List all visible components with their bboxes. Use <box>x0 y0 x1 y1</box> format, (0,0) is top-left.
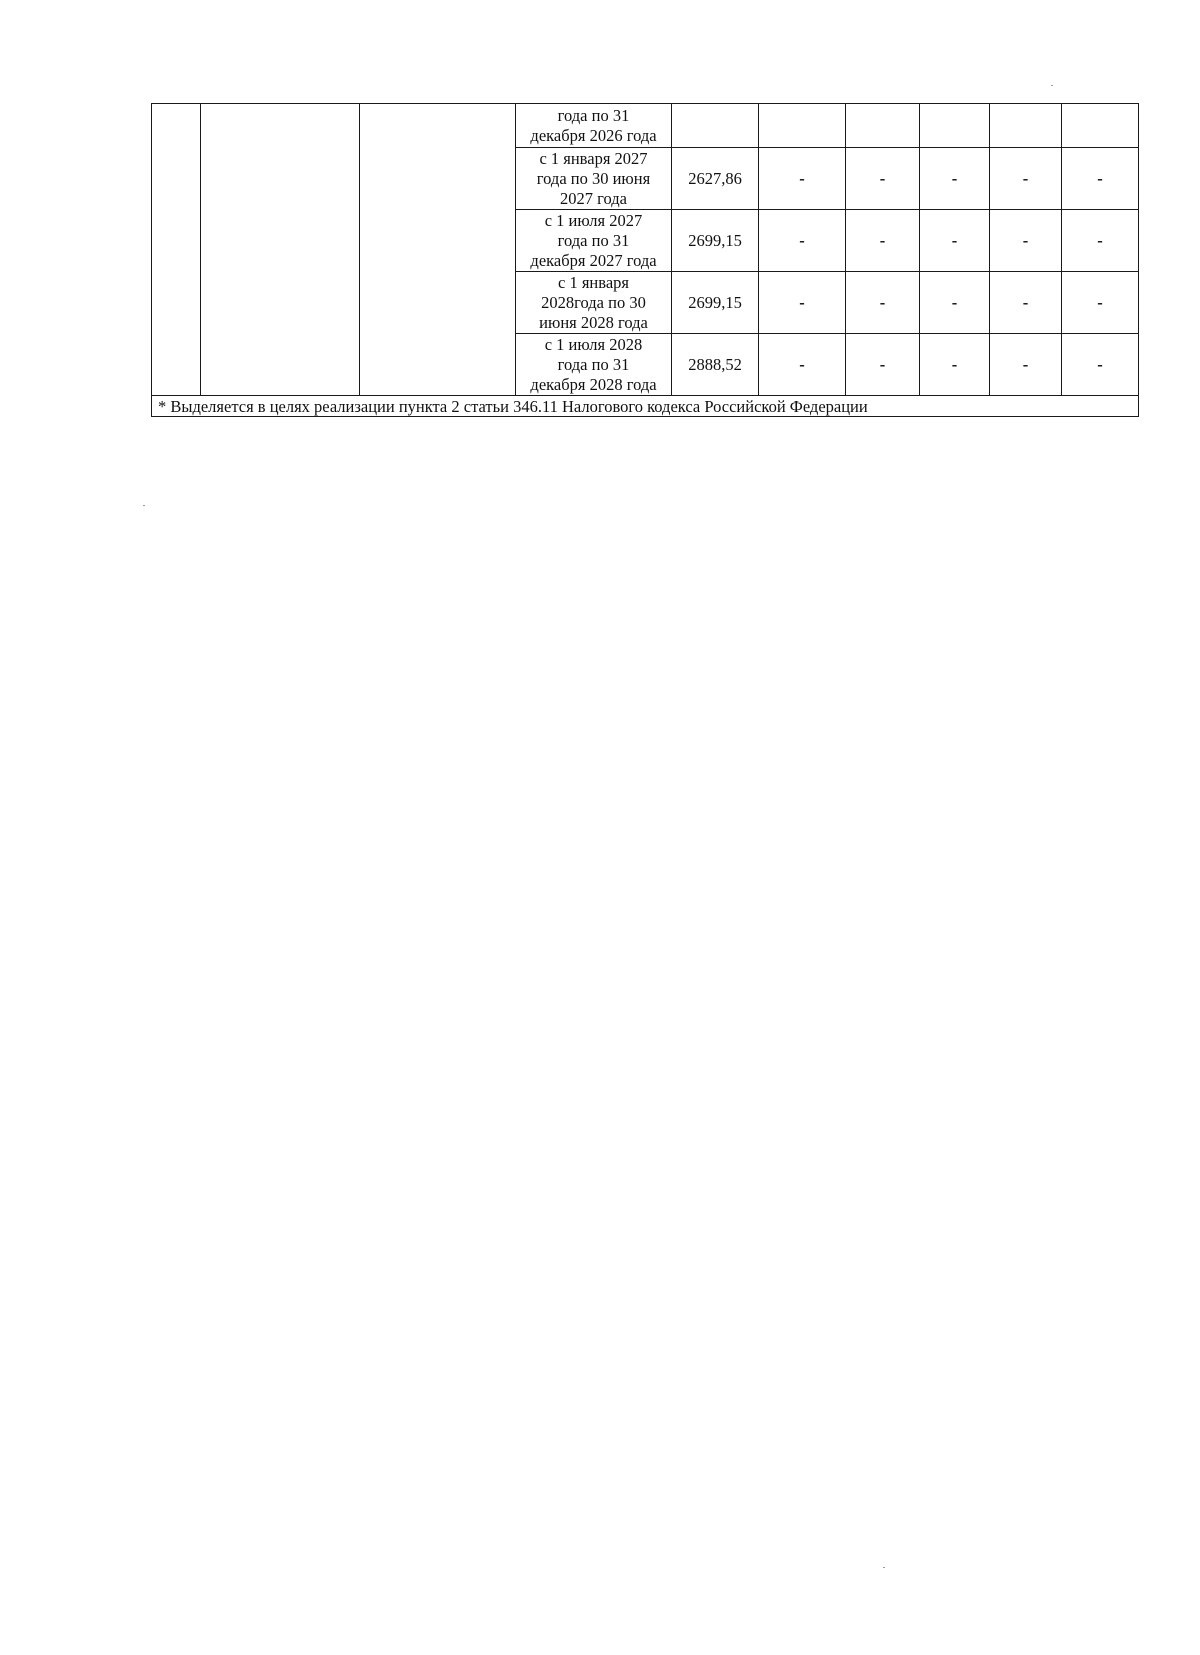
dash-cell: - <box>1062 334 1139 396</box>
period-cell <box>516 210 672 272</box>
value-cell: 2699,15 <box>672 210 759 272</box>
scan-speck <box>143 505 145 506</box>
dash-cell: - <box>846 210 920 272</box>
dash-cell: - <box>920 148 990 210</box>
dash-cell <box>846 104 920 148</box>
dash-cell: - <box>759 334 846 396</box>
merged-cell-organization <box>201 104 360 396</box>
period-text: года по 31 декабря 2026 года <box>530 105 657 145</box>
footnote-row <box>152 396 1139 417</box>
dash-cell: - <box>759 148 846 210</box>
dash-cell: - <box>846 334 920 396</box>
period-text: с 1 июля 2028 года по 31 декабря 2028 года <box>530 334 657 394</box>
value-cell: 2699,15 <box>672 272 759 334</box>
period-cell <box>516 104 672 148</box>
dash-cell: - <box>1062 272 1139 334</box>
dash-cell: - <box>990 272 1062 334</box>
dash-cell: - <box>990 148 1062 210</box>
dash-cell <box>990 104 1062 148</box>
dash-cell <box>920 104 990 148</box>
scan-speck <box>1051 85 1053 86</box>
dash-cell: - <box>920 334 990 396</box>
period-cell <box>516 334 672 396</box>
dash-cell: - <box>990 210 1062 272</box>
scan-speck <box>883 1567 885 1568</box>
dash-cell: - <box>920 272 990 334</box>
dash-cell: - <box>920 210 990 272</box>
value-cell: 2888,52 <box>672 334 759 396</box>
dash-cell: - <box>846 148 920 210</box>
footnote-text: * Выделяется в целях реализации пункта 2 статьи 346.11 Налогового кодекса Российской Федерации <box>152 396 1139 417</box>
merged-cell-number <box>152 104 201 396</box>
dash-cell: - <box>846 272 920 334</box>
period-text: с 1 января 2027 года по 30 июня 2027 года <box>536 148 651 208</box>
period-cell <box>516 148 672 210</box>
dash-cell: - <box>1062 148 1139 210</box>
dash-cell <box>1062 104 1139 148</box>
dash-cell <box>759 104 846 148</box>
period-cell <box>516 272 672 334</box>
table-row <box>152 104 1139 148</box>
period-text: с 1 июля 2027 года по 31 декабря 2027 года <box>530 210 657 270</box>
period-text: с 1 января 2028года по 30 июня 2028 года <box>539 272 648 332</box>
tariff-table <box>151 103 1139 417</box>
dash-cell: - <box>759 272 846 334</box>
dash-cell: - <box>990 334 1062 396</box>
dash-cell: - <box>1062 210 1139 272</box>
value-cell <box>672 104 759 148</box>
value-cell: 2627,86 <box>672 148 759 210</box>
dash-cell: - <box>759 210 846 272</box>
merged-cell-service <box>360 104 516 396</box>
